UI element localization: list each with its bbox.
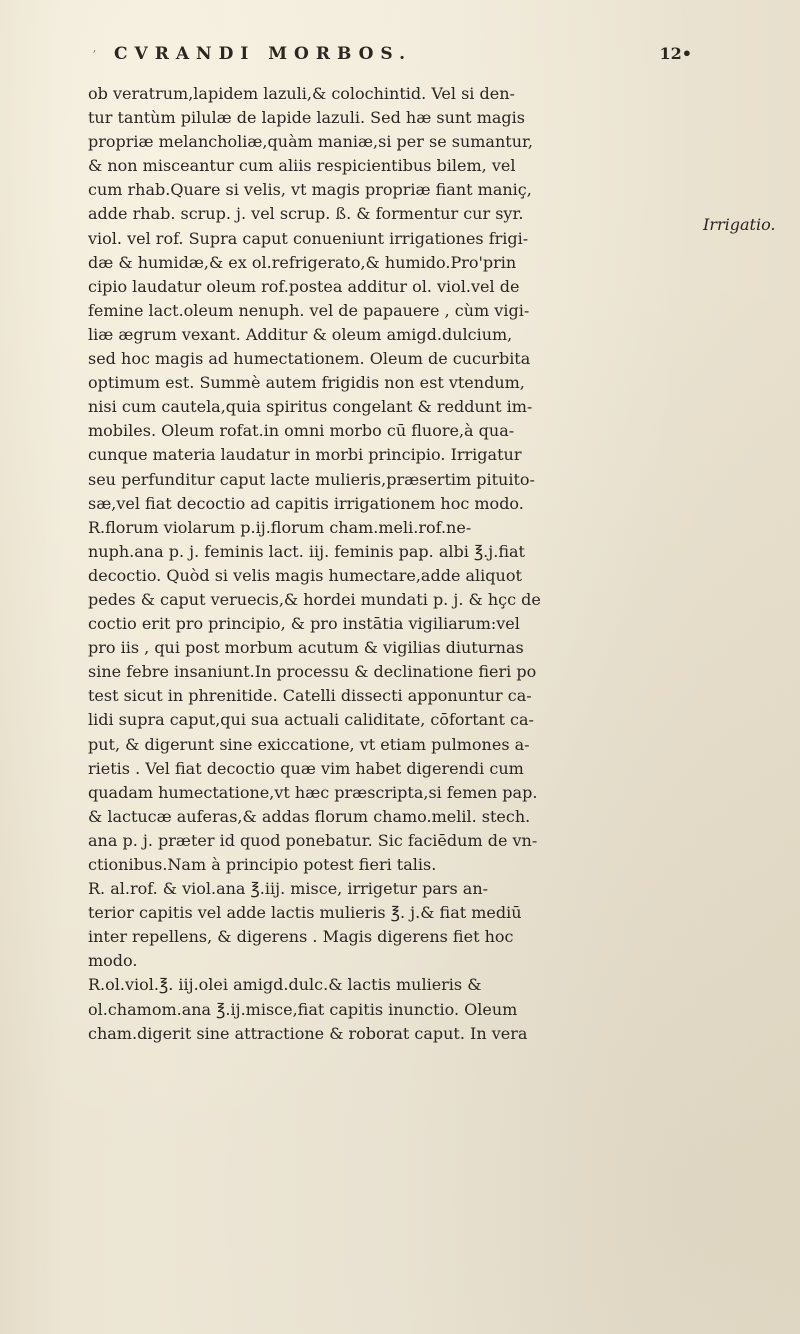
text-line: ol.chamom.ana ℥.ij.misce,fiat capitis inunctio. Oleum (88, 999, 518, 1019)
text-line: quadam humectatione,vt hæc præscripta,si femen pap. (88, 782, 538, 802)
running-title: CVRANDI MORBOS. (114, 44, 413, 64)
running-header (92, 42, 692, 72)
text-line: inter repellens, & digerens . Magis digerens fiet hoc (88, 927, 514, 947)
text-line: R.ol.viol.℥. iij.olei amigd.dulc.& lactis mulieris & (88, 975, 482, 995)
text-line: ana p. j. præter id quod ponebatur. Sic faciēdum de vn- (88, 830, 538, 850)
text-line: coctio erit pro principio, & pro instātia vigiliarum:vel (88, 614, 520, 634)
text-line: optimum est. Summè autem frigidis non est vtendum, (88, 373, 525, 393)
text-line: mobiles. Oleum rofat.in omni morbo cū fluore,à qua- (88, 421, 515, 441)
text-line: put, & digerunt sine exiccatione, vt etiam pulmones a- (88, 734, 530, 754)
text-line: cipio laudatur oleum rof.postea additur ol. viol.vel de (88, 276, 520, 296)
text-line: cum rhab.Quare si velis, vt magis propriæ fiant maniç, (88, 180, 532, 200)
text-line: R.florum violarum p.ij.florum cham.meli.rof.ne- (88, 517, 472, 537)
header-mark: ʼ (92, 48, 96, 62)
text-line: lidi supra caput,qui sua actuali caliditate, cōfortant ca- (88, 710, 534, 730)
text-line: rietis . Vel fiat decoctio quæ vim habet digerendi cum (88, 758, 524, 778)
text-line: modo. (88, 951, 138, 971)
text-line: test sicut in phrenitide. Catelli dissecti apponuntur ca- (88, 686, 532, 706)
text-line: sed hoc magis ad humectationem. Oleum de cucurbita (88, 349, 531, 369)
text-line: seu perfunditur caput lacte mulieris,præsertim pituito- (88, 469, 535, 489)
text-line: pedes & caput veruecis,& hordei mundati p. j. & hçc de (88, 589, 541, 609)
text-line: cunque materia laudatur in morbi principio. Irrigatur (88, 445, 522, 465)
text-line: adde rhab. scrup. j. vel scrup. ß. & formentur cur syr. (88, 204, 524, 224)
text-line: sæ,vel fiat decoctio ad capitis irrigationem hoc modo. (88, 493, 524, 513)
text-line: viol. vel rof. Supra caput conueniunt irrigationes frigi- (88, 228, 529, 248)
text-line: nisi cum cautela,quia spiritus congelant & reddunt im- (88, 397, 533, 417)
text-line: ob veratrum,lapidem lazuli,& colochintid. Vel si den- (88, 84, 515, 103)
text-line: & lactucæ auferas,& addas florum chamo.melil. stech. (88, 806, 531, 826)
text-line: liæ ægrum vexant. Additur & oleum amigd.dulcium, (88, 324, 513, 344)
marginal-note: Irrigatio. (703, 215, 776, 234)
body-text (88, 82, 700, 1046)
text-line: sine febre insaniunt.In processu & declinatione fieri po (88, 662, 537, 682)
text-line: dæ & humidæ,& ex ol.refrigerato,& humido.Pro'prin (88, 252, 517, 272)
text-line: & non misceantur cum aliis respicientibus bilem, vel (88, 156, 516, 176)
text-line: R. al.rof. & viol.ana ℥.iij. misce, irrigetur pars an- (88, 879, 489, 899)
text-line: propriæ melancholiæ,quàm maniæ,si per se sumantur, (88, 132, 533, 152)
text-line: decoctio. Quòd si velis magis humectare,adde aliquot (88, 565, 522, 585)
text-line: pro iis , qui post morbum acutum & vigilias diuturnas (88, 638, 524, 658)
text-line: nuph.ana p. j. feminis lact. iij. feminis pap. albi ℥.j.fiat (88, 541, 525, 561)
text-line: cham.digerit sine attractione & roborat caput. In vera (88, 1023, 528, 1043)
text-line: terior capitis vel adde lactis mulieris ℥. j.& fiat mediū (88, 903, 522, 923)
text-line: femine lact.oleum nenuph. vel de papauere , cùm vigi- (88, 300, 530, 320)
page-number: 12• (659, 44, 692, 63)
text-line: ctionibus.Nam à principio potest fieri talis. (88, 855, 437, 874)
text-line: tur tantùm pilulæ de lapide lazuli. Sed hæ sunt magis (88, 108, 525, 128)
